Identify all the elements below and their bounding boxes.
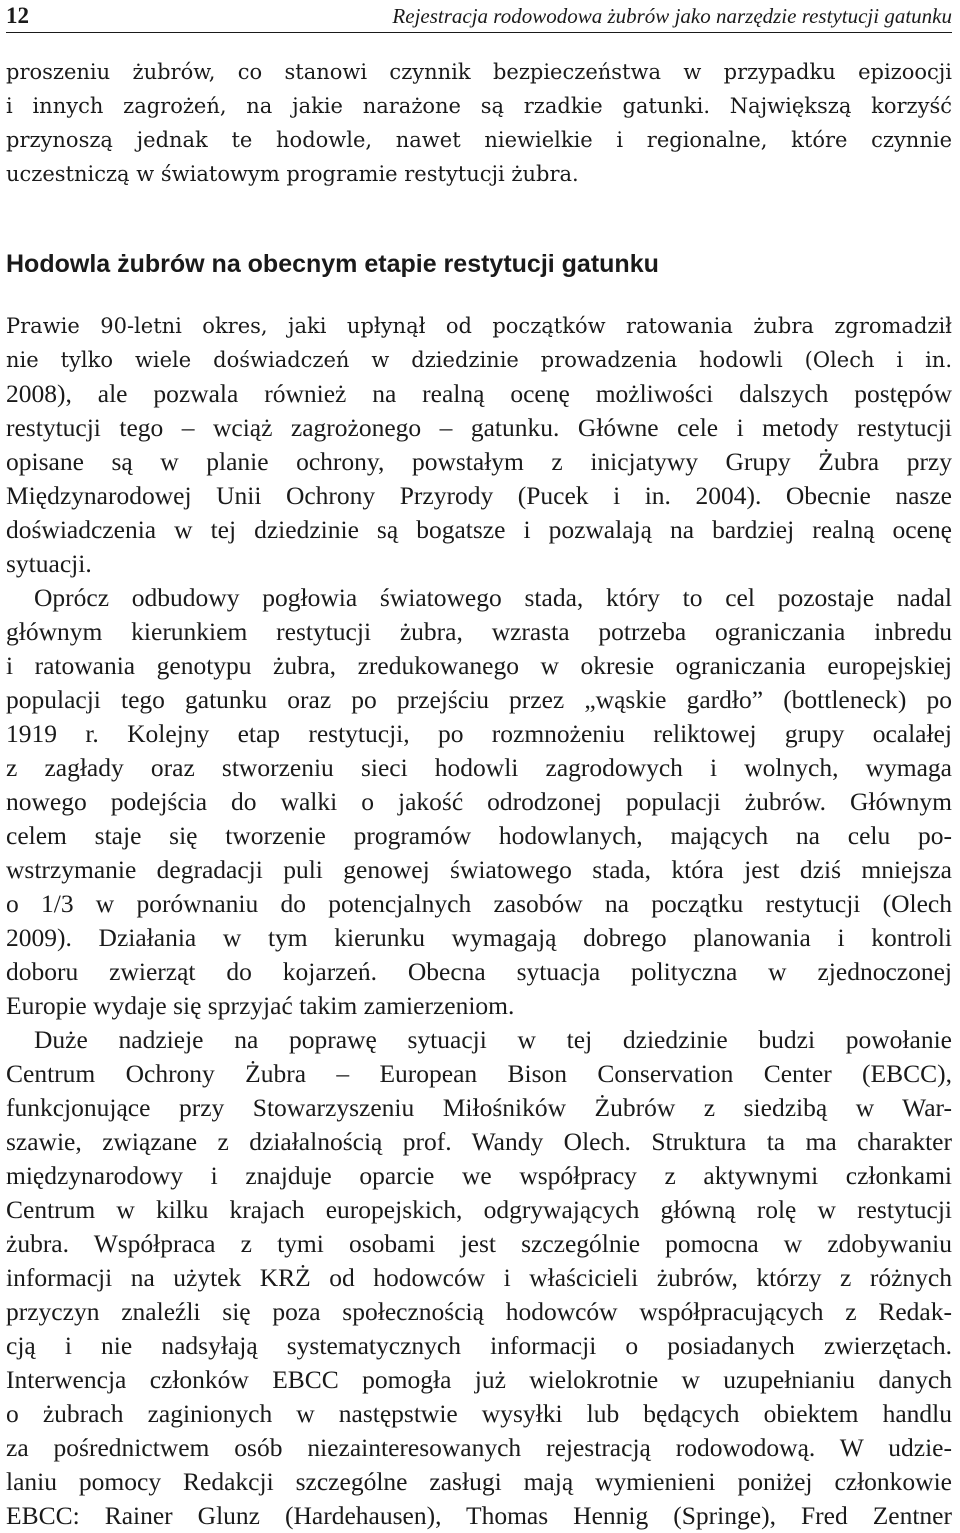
- text-line: o 1/3 w porównaniu do potencjalnych zasobów na początku restytucji (Olech: [6, 889, 952, 918]
- text-line: proszeniu żubrów, co stanowi czynnik bezpieczeństwa w przypadku epizoocji: [6, 60, 952, 84]
- text-line: sytuacji.: [6, 549, 92, 578]
- text-line: Międzynarodowej Unii Ochrony Przyrody (Pucek i in. 2004). Obecnie nasze: [6, 481, 952, 510]
- text-line: opisane są w planie ochrony, powstałym z inicjatywy Grupy Żubra przy: [6, 447, 952, 476]
- page-number: 12: [6, 3, 29, 28]
- text-line: i ratowania genotypu żubra, zredukowanego w okresie ograniczania europejskiej: [6, 651, 952, 680]
- text-line: Oprócz odbudowy pogłowia światowego stada, który to cel pozostaje nadal: [34, 583, 952, 612]
- text-line: 1919 r. Kolejny etap restytucji, po rozmnożeniu reliktowej grupy ocalałej: [6, 719, 952, 748]
- text-line: Interwencja członków EBCC pomogła już wielokrotnie w uzupełnianiu danych: [6, 1365, 952, 1394]
- paragraph-2: [6, 581, 952, 1023]
- section-intro-paragraph: [6, 309, 952, 581]
- running-title: Rejestracja rodowodowa żubrów jako narzędzie restytucji gatunku: [392, 4, 952, 28]
- text-line: wstrzymanie degradacji puli genowej światowego stada, która jest dziś mniejsza: [6, 855, 952, 884]
- text-line: funkcjonujące przy Stowarzyszeniu Miłośników Żubrów z siedzibą w War-: [6, 1093, 952, 1122]
- text-line: Duże nadzieje na poprawę sytuacji w tej dziedzinie budzi powołanie: [34, 1025, 952, 1054]
- text-line: uczestniczą w światowym programie restytucji żubra.: [6, 162, 579, 186]
- text-line: doświadczenia w tej dziedzinie są bogatsze i pozwalają na bardziej realną ocenę: [6, 515, 952, 544]
- text-line: żubra. Współpraca z tymi osobami jest szczególnie pomocna w zdobywaniu: [6, 1229, 952, 1258]
- text-line: szawie, związane z działalnością prof. Wandy Olech. Struktura ta ma charakter: [6, 1127, 952, 1156]
- text-line: przynoszą jednak te hodowle, nawet niewielkie i regionalne, które czynnie: [6, 128, 952, 152]
- text-line: Centrum Ochrony Żubra – European Bison Conservation Center (EBCC),: [6, 1059, 952, 1088]
- text-line: głównym kierunkiem restytucji żubra, wzrasta potrzeba ograniczania inbredu: [6, 617, 952, 646]
- text-line: z zagłady oraz stworzeniu sieci hodowli zagrodowych i wolnych, wymaga: [6, 753, 952, 782]
- text-line: i innych zagrożeń, na jakie narażone są rzadkie gatunki. Największą korzyść: [6, 94, 952, 118]
- text-line: EBCC: Rainer Glunz (Hardehausen), Thomas Hennig (Springe), Fred Zentner: [6, 1501, 952, 1530]
- text-line: o żubrach zaginionych w następstwie wysyłki lub będących obiektem handlu: [6, 1399, 952, 1428]
- text-line: celem staje się tworzenie programów hodowlanych, mających na celu po-: [6, 821, 952, 850]
- text-line: 2009). Działania w tym kierunku wymagają dobrego planowania i kontroli: [6, 923, 952, 952]
- text-line: populacji tego gatunku oraz po przejściu przez „wąskie gardło” (bottleneck) po: [6, 685, 952, 714]
- intro-paragraph: [6, 55, 952, 191]
- text-line: przyczyn znaleźli się poza społecznością hodowców współpracujących z Redak-: [6, 1297, 952, 1326]
- text-line: laniu pomocy Redakcji szczególne zasługi mają wymienieni poniżej członkowie: [6, 1467, 952, 1496]
- text-line: nowego podejścia do walki o jakość odrodzonej populacji żubrów. Głównym: [6, 787, 952, 816]
- text-line: informacji na użytek KRŻ od hodowców i właścicieli żubrów, którzy z różnych: [6, 1263, 952, 1292]
- text-line: Centrum w kilku krajach europejskich, odgrywających główną rolę w restytucji: [6, 1195, 952, 1224]
- text-line: międzynarodowy i znajduje oparcie we współpracy z aktywnymi członkami: [6, 1161, 952, 1190]
- header-rule: [6, 32, 952, 33]
- text-line: Prawie 90-letni okres, jaki upłynął od początków ratowania żubra zgromadził: [6, 314, 952, 338]
- text-line: doboru zwierząt do kojarzeń. Obecna sytuacja polityczna w zjednoczonej: [6, 957, 952, 986]
- text-line: nie tylko wiele doświadczeń w dziedzinie prowadzenia hodowli (Olech i in.: [6, 348, 952, 372]
- section-heading: Hodowla żubrów na obecnym etapie restytucji gatunku: [6, 250, 659, 278]
- text-line: restytucji tego – wciąż zagrożonego – gatunku. Główne cele i metody restytucji: [6, 413, 952, 442]
- text-line: Europie wydaje się sprzyjać takim zamierzeniom.: [6, 991, 515, 1020]
- paragraph-3: [6, 1023, 952, 1533]
- text-line: 2008), ale pozwala również na realną ocenę możliwości dalszych postępów: [6, 379, 952, 408]
- text-line: za pośrednictwem osób niezainteresowanych rejestracją rodowodową. W udzie-: [6, 1433, 952, 1462]
- text-line: cją i nie nadsyłają systematycznych informacji o posiadanych zwierzętach.: [6, 1331, 952, 1360]
- page-header: [6, 0, 952, 34]
